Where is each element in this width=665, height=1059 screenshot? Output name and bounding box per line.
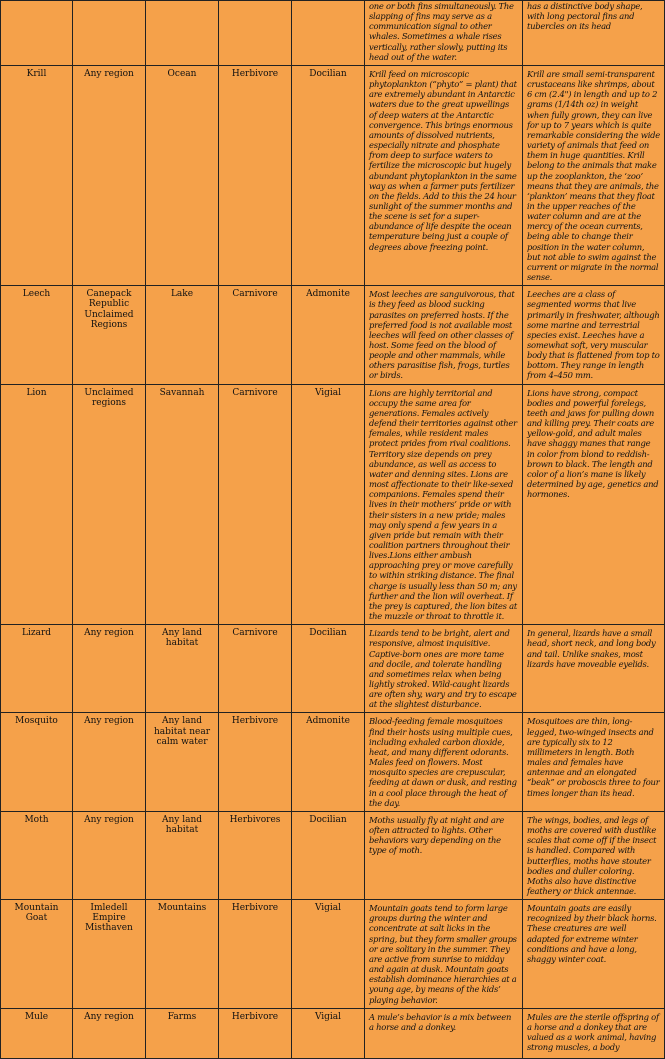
diet-cell: Herbivore xyxy=(219,900,292,1009)
diet-cell: Herbivores xyxy=(219,811,292,899)
temperament-cell: Admonite xyxy=(292,713,365,811)
table-row xyxy=(1,811,665,899)
appearance-cell: In general, lizards have a small head, short neck, and long body and tail. Unlike snakes, most lizards have moveable eyelids. xyxy=(523,625,665,713)
behavior-cell: Moths usually fly at night and are often attracted to lights. Other behaviors vary depending on the type of moth. xyxy=(365,811,523,899)
behavior-cell: one or both fins simultaneously. The slapping of fins may serve as a communication signal to other whales. Sometimes a whale rises vertically, rather slowly, putting its head out of the water. xyxy=(365,1,523,66)
habitat-cell: Any land habitat xyxy=(146,811,219,899)
temperament-cell: Vigial xyxy=(292,384,365,625)
habitat-cell: Any land habitat xyxy=(146,625,219,713)
appearance-cell: Mules are the sterile offspring of a horse and a donkey that are valued as a work animal, having strong muscles, a body xyxy=(523,1008,665,1058)
animal-name: Mosquito xyxy=(1,713,73,811)
table-row xyxy=(1,1,665,66)
animal-name: Lizard xyxy=(1,625,73,713)
diet-cell: Herbivore xyxy=(219,65,292,285)
region-cell: Any region xyxy=(73,713,146,811)
behavior-cell: A mule’s behavior is a mix between a horse and a donkey. xyxy=(365,1008,523,1058)
habitat-cell: Savannah xyxy=(146,384,219,625)
temperament-cell: Docilian xyxy=(292,811,365,899)
temperament-cell: Docilian xyxy=(292,625,365,713)
table-row xyxy=(1,900,665,1009)
behavior-cell: Blood-feeding female mosquitoes find their hosts using multiple cues, including exhaled carbon dioxide, heat, and many different odorants. Males feed on flowers. Most mosquito species are crepuscular, feeding at dawn or dusk, and resting in a cool place through the heat of the day. xyxy=(365,713,523,811)
animal-name: Mountain Goat xyxy=(1,900,73,1009)
animal-name: Moth xyxy=(1,811,73,899)
animal-name: Mule xyxy=(1,1008,73,1058)
table-row xyxy=(1,286,665,384)
animal-name: Leech xyxy=(1,286,73,384)
behavior-cell: Lions are highly territorial and occupy the same area for generations. Females actively defend their territories against other females, while resident males protect prides from rival coalitions. Territory size depends on prey abundance, as well as access to water and denning sites. Lions are most affectionate to their like-sexed companions. Females spend their lives in their mothers’ pride or with their sisters in a new pride; males may only spend a few years in a given pride but remain with their coalition partners throughout their lives.Lions either ambush approaching prey or move carefully to within striking distance. The final charge is usually less than 50 m; any further and the lion will overheat. If the prey is captured, the lion bites at the muzzle or throat to throttle it. xyxy=(365,384,523,625)
region-cell: Any region xyxy=(73,65,146,285)
animal-name: Lion xyxy=(1,384,73,625)
habitat-cell: Ocean xyxy=(146,65,219,285)
appearance-cell: Krill are small semi-transparent crustaceans like shrimps, about 6 cm (2.4") in length and up to 2 grams (1/14th oz) in weight when fully grown, they can live for up to 7 years which is quite remarkable considering the wide variety of animals that feed on them in huge quantities. Krill belong to the animals that make up the zooplankton, the ‘zoo’ means that they are animals, the ‘plankton’ means that they float in the upper reaches of the water column and are at the mercy of the ocean currents, being able to change their position in the water column, but not able to swim against the current or migrate in the normal sense. xyxy=(523,65,665,285)
temperament-cell: Admonite xyxy=(292,286,365,384)
habitat-cell: Farms xyxy=(146,1008,219,1058)
table-row xyxy=(1,713,665,811)
appearance-cell: Mosquitoes are thin, long-legged, two-winged insects and are typically six to 12 millimeters in length. Both males and females have antennae and an elongated “beak” or proboscis three to four times longer than its head. xyxy=(523,713,665,811)
region-cell: Imledell Empire Misthaven xyxy=(73,900,146,1009)
behavior-cell: Lizards tend to be bright, alert and responsive, almost inquisitive. Captive-born ones are more tame and docile, and tolerate handling and sometimes relax when being lightly stroked. Wild-caught lizards are often shy, wary and try to escape at the slightest disturbance. xyxy=(365,625,523,713)
region-cell: Any region xyxy=(73,811,146,899)
habitat-cell: Lake xyxy=(146,286,219,384)
animal-name: Krill xyxy=(1,65,73,285)
region-cell: Unclaimed regions xyxy=(73,384,146,625)
appearance-cell: Mountain goats are easily recognized by their black horns. These creatures are well adapted for extreme winter conditions and have a long, shaggy winter coat. xyxy=(523,900,665,1009)
temperament-cell: Docilian xyxy=(292,65,365,285)
habitat-cell: Any land habitat near calm water xyxy=(146,713,219,811)
table-row xyxy=(1,625,665,713)
diet-cell: Carnivore xyxy=(219,625,292,713)
behavior-cell: Most leeches are sanguivorous, that is they feed as blood sucking parasites on preferred hosts. If the preferred food is not available most leeches will feed on other classes of host. Some feed on the blood of people and other mammals, while others parasitise fish, frogs, turtles or birds. xyxy=(365,286,523,384)
region-cell: Canepack Republic Unclaimed Regions xyxy=(73,286,146,384)
appearance-cell: The wings, bodies, and legs of moths are covered with dustlike scales that come off if the insect is handled. Compared with butterflies, moths have stouter bodies and duller coloring. Moths also have distinctive feathery or thick antennae. xyxy=(523,811,665,899)
temperament-cell: Vigial xyxy=(292,900,365,1009)
behavior-cell: Krill feed on microscopic phytoplankton (“phyto” = plant) that are extremely abundant in Antarctic waters due to the great upwellings of deep waters at the Antarctic convergence. This brings enormous amounts of dissolved nutrients, especially nitrate and phosphate from deep to surface waters to fertilize the microscopic but hugely abundant phytoplankton in the same way as when a farmer puts fertilizer on the fields. Add to this the 24 hour sunlight of the summer months and the scene is set for a super-abundance of life despite the ocean temperature being just a couple of degrees above freezing point. xyxy=(365,65,523,285)
table-row xyxy=(1,65,665,285)
table-row xyxy=(1,1008,665,1058)
diet-cell: Herbivore xyxy=(219,1008,292,1058)
diet-cell: Carnivore xyxy=(219,286,292,384)
behavior-cell: Mountain goats tend to form large groups during the winter and concentrate at salt licks in the spring, but they form smaller groups or are solitary in the summer. They are active from sunrise to midday and again at dusk. Mountain goats establish dominance hierarchies at a young age, by means of the kids’ playing behavior. xyxy=(365,900,523,1009)
table-row xyxy=(1,384,665,625)
habitat-cell: Mountains xyxy=(146,900,219,1009)
diet-cell: Herbivore xyxy=(219,713,292,811)
region-cell: Any region xyxy=(73,1008,146,1058)
appearance-cell: has a distinctive body shape, with long pectoral fins and tubercles on its head xyxy=(523,1,665,66)
appearance-cell: Lions have strong, compact bodies and powerful forelegs, teeth and jaws for pulling down and killing prey. Their coats are yellow-gold, and adult males have shaggy manes that range in color from blond to reddish-brown to black. The length and color of a lion’s mane is likely determined by age, genetics and hormones. xyxy=(523,384,665,625)
region-cell: Any region xyxy=(73,625,146,713)
diet-cell: Carnivore xyxy=(219,384,292,625)
temperament-cell: Vigial xyxy=(292,1008,365,1058)
appearance-cell: Leeches are a class of segmented worms that live primarily in freshwater, although some marine and terrestrial species exist. Leeches have a somewhat soft, very muscular body that is flattened from top to bottom. They range in length from 4–450 mm. xyxy=(523,286,665,384)
